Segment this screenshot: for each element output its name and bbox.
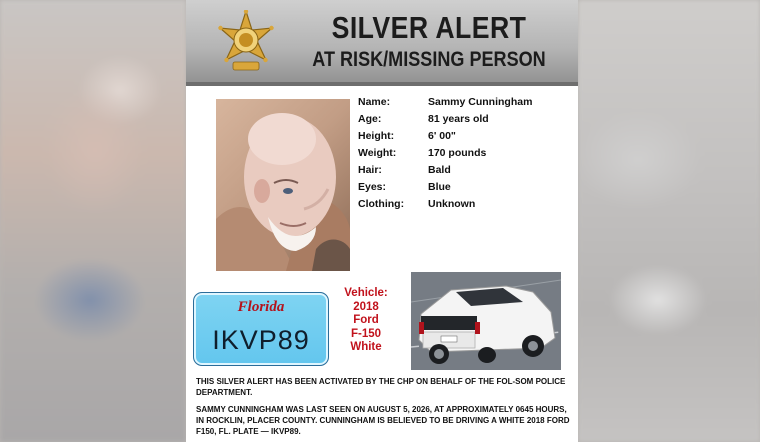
poster-header [186, 0, 578, 86]
detail-row-clothing [358, 198, 532, 215]
vehicle-label: Vehicle: [344, 287, 388, 299]
license-plate [193, 292, 329, 366]
detail-row-age [358, 113, 532, 130]
alert-description [196, 376, 572, 442]
detail-value: 81 years old [428, 113, 489, 125]
vehicle-color: White [350, 341, 382, 353]
last-seen-note: SAMMY CUNNINGHAM WAS LAST SEEN ON AUGUST 5, 2026, AT APPROXIMATELY 0645 HOURS, IN ROCKLIN, PLACER COUNTY. CUNNINGHAM IS BELIEVED TO BE DRIVING A WHITE 2018 FORD F150, FL. PLATE — IKVP89. [196, 405, 570, 436]
detail-value: Bald [428, 164, 451, 176]
detail-row-eyes [358, 181, 532, 198]
detail-label: Name: [358, 96, 391, 108]
alert-subtitle: AT RISK/MISSING PERSON [312, 48, 546, 71]
chp-star-badge-icon [216, 10, 276, 72]
person-details [358, 96, 532, 215]
silver-alert-poster [186, 0, 578, 442]
detail-row-name [358, 96, 532, 113]
blurred-backdrop-left [0, 0, 186, 442]
missing-person-photo [216, 99, 350, 271]
detail-value: Blue [428, 181, 451, 193]
vehicle-info [334, 287, 398, 355]
detail-label: Clothing: [358, 198, 405, 210]
detail-row-height [358, 130, 532, 147]
vehicle-year: 2018 [353, 300, 379, 313]
plate-state: Florida [237, 299, 285, 315]
detail-value: Unknown [428, 198, 476, 210]
detail-label: Height: [358, 130, 395, 142]
vehicle-model: F-150 [350, 327, 382, 340]
detail-row-hair [358, 164, 532, 181]
detail-row-weight [358, 147, 532, 164]
detail-value: 6' 00" [428, 130, 456, 142]
detail-label: Eyes: [358, 181, 387, 193]
alert-title: SILVER ALERT [331, 10, 527, 45]
detail-label: Weight: [358, 147, 397, 159]
plate-number: IKVP89 [212, 325, 310, 355]
activation-note: THIS SILVER ALERT HAS BEEN ACTIVATED BY THE CHP ON BEHALF OF THE FOL-SOM POLICE DEPARTMENT. [196, 377, 566, 397]
detail-value: 170 pounds [428, 147, 487, 159]
detail-label: Hair: [358, 164, 382, 176]
vehicle-make: Ford [353, 314, 379, 326]
detail-value: Sammy Cunningham [428, 96, 533, 108]
detail-label: Age: [358, 113, 382, 125]
vehicle-photo [411, 272, 561, 370]
blurred-backdrop-right [578, 0, 760, 442]
